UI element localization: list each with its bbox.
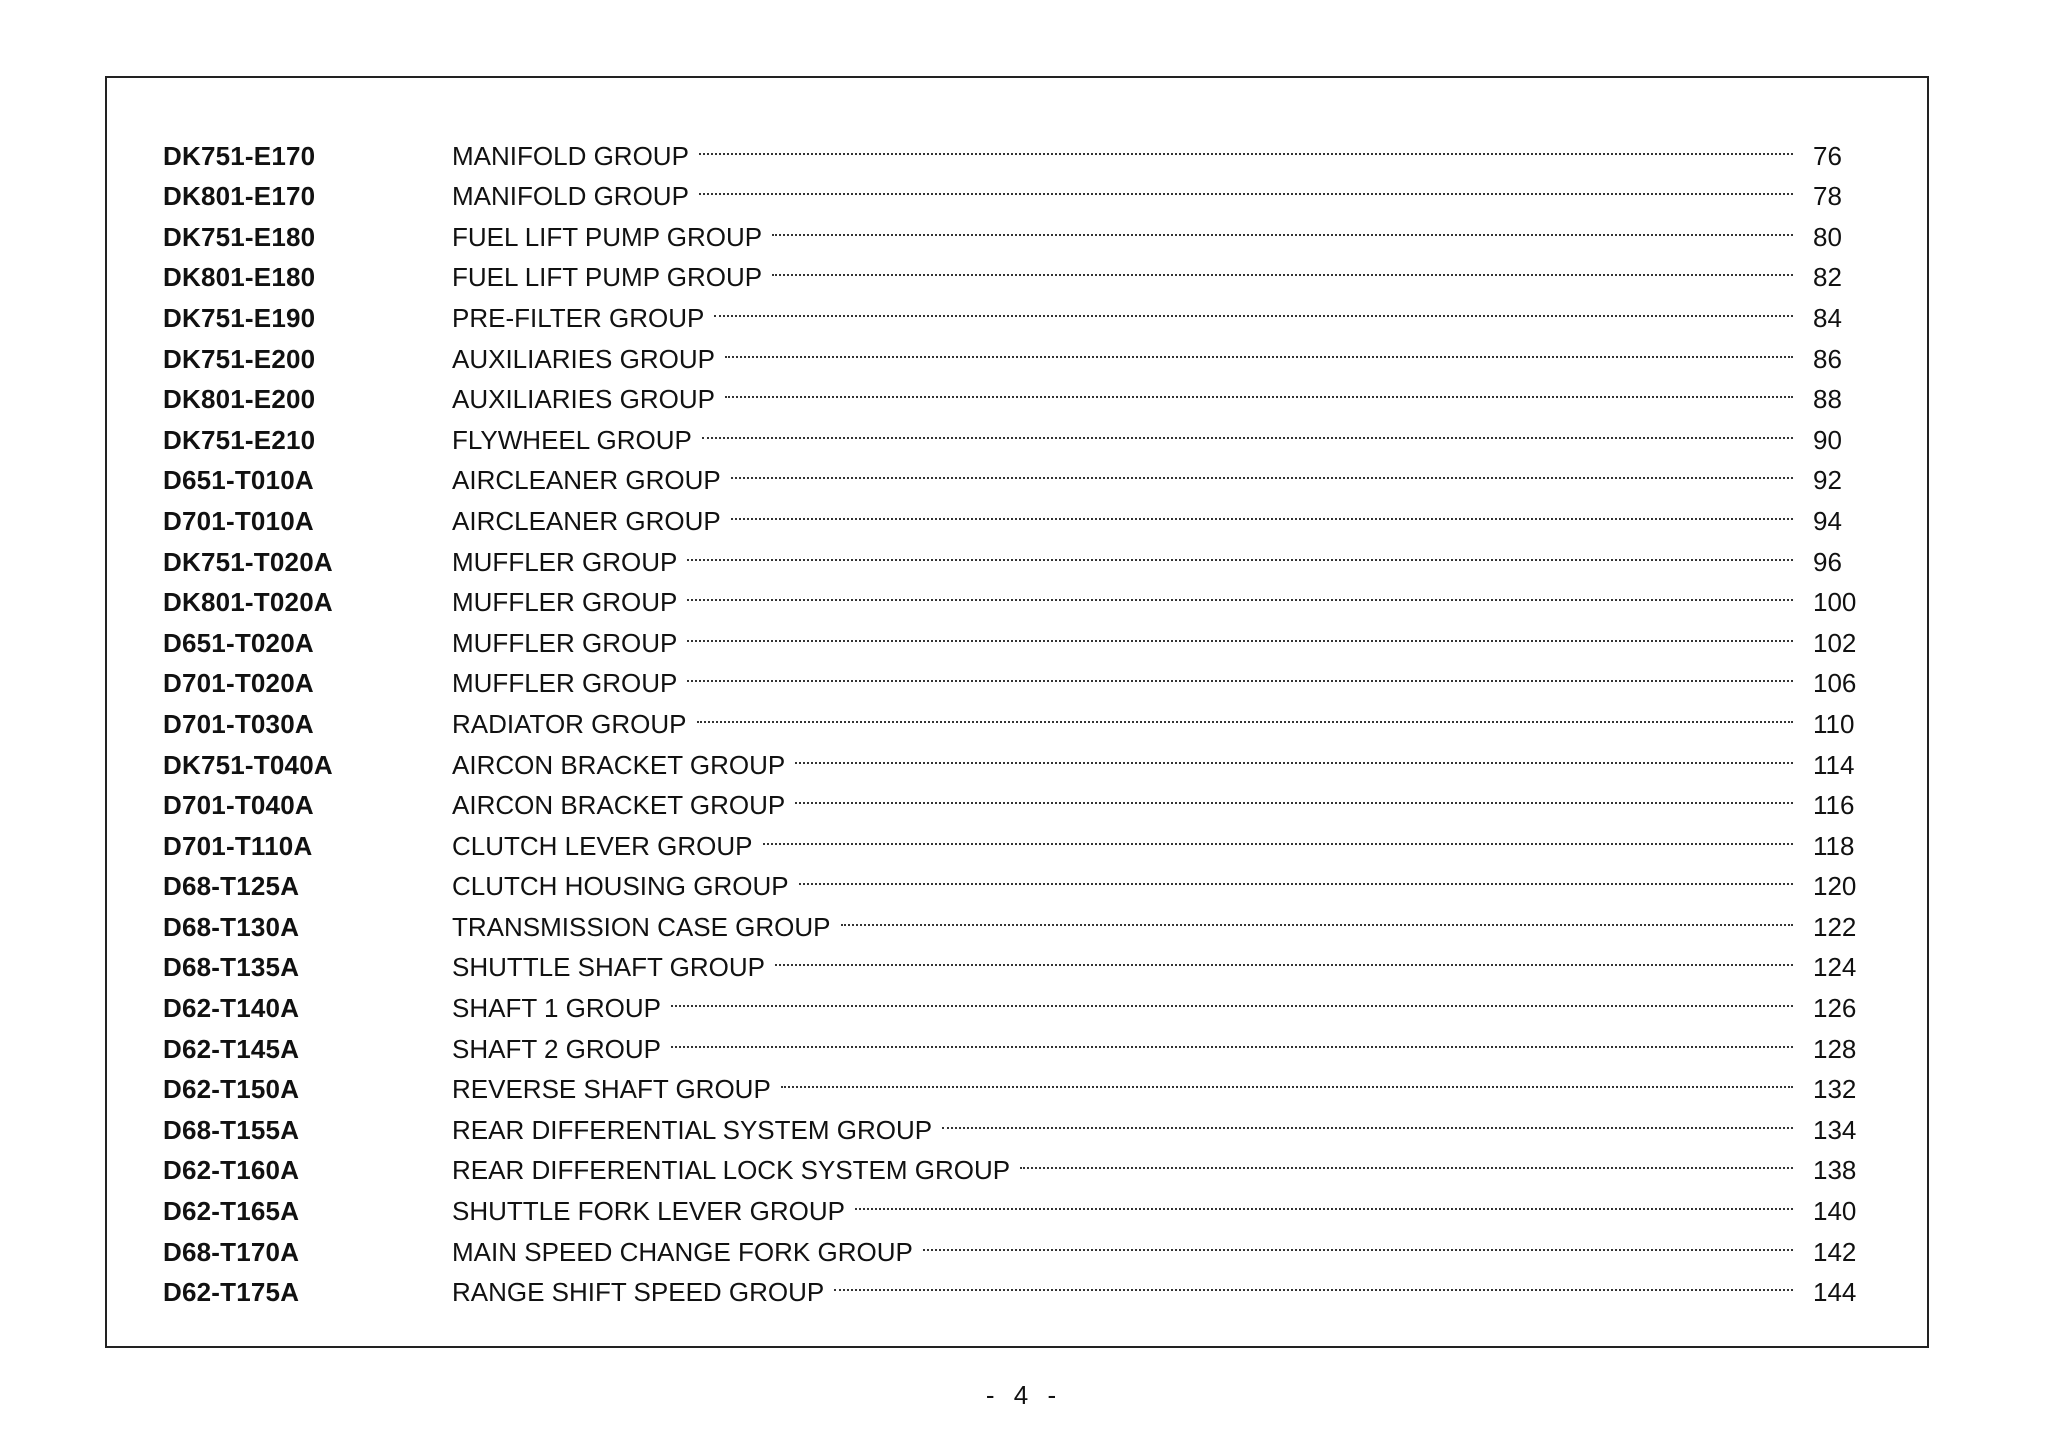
page-reference: 114 — [1813, 749, 1855, 780]
dot-leader — [795, 855, 1793, 896]
part-group-title: AIRCLEANER GROUP — [452, 465, 721, 496]
part-group-title: MANIFOLD GROUP — [452, 140, 689, 171]
dot-leader — [938, 1098, 1793, 1139]
part-group-title: FUEL LIFT PUMP GROUP — [452, 221, 763, 252]
part-group-title: TRANSMISSION CASE GROUP — [452, 911, 831, 942]
page-reference: 116 — [1813, 790, 1855, 821]
page-reference: 94 — [1813, 505, 1842, 536]
page-reference: 88 — [1813, 384, 1842, 415]
part-group-code: D62-T150A — [163, 1074, 300, 1105]
part-group-title: MUFFLER GROUP — [452, 546, 678, 577]
part-group-title: RADIATOR GROUP — [452, 708, 687, 739]
page-reference: 90 — [1813, 424, 1842, 455]
page-reference: 124 — [1813, 952, 1857, 983]
dot-leader — [791, 774, 1793, 815]
part-group-title: AIRCLEANER GROUP — [452, 505, 721, 536]
part-group-title: MUFFLER GROUP — [452, 668, 678, 699]
page-number-footer: - 4 - — [985, 1380, 1063, 1410]
part-group-title: CLUTCH HOUSING GROUP — [452, 871, 789, 902]
part-group-code: D62-T145A — [163, 1033, 300, 1064]
page-reference: 92 — [1813, 465, 1842, 496]
part-group-code: D62-T165A — [163, 1196, 300, 1227]
part-group-code: DK751-E180 — [163, 221, 316, 252]
page-reference: 78 — [1813, 181, 1842, 212]
dot-leader — [698, 408, 1793, 449]
part-group-code: D651-T020A — [163, 627, 314, 658]
part-group-code: D701-T040A — [163, 790, 314, 821]
part-group-title: REAR DIFFERENTIAL SYSTEM GROUP — [452, 1114, 933, 1145]
part-group-title: SHUTTLE FORK LEVER GROUP — [452, 1196, 845, 1227]
dot-leader — [683, 571, 1793, 612]
dot-leader — [683, 652, 1793, 693]
part-group-code: D68-T135A — [163, 952, 300, 983]
dot-leader — [695, 124, 1793, 165]
page-reference: 102 — [1813, 627, 1857, 658]
dot-leader — [768, 205, 1793, 246]
page-reference: 140 — [1813, 1196, 1857, 1227]
dot-leader — [710, 286, 1793, 327]
part-group-title: AIRCON BRACKET GROUP — [452, 790, 786, 821]
part-group-title: FLYWHEEL GROUP — [452, 424, 692, 455]
part-group-code: D651-T010A — [163, 465, 314, 496]
page-reference: 76 — [1813, 140, 1842, 171]
page-reference: 80 — [1813, 221, 1842, 252]
part-group-title: AUXILIARIES GROUP — [452, 343, 715, 374]
page-reference: 134 — [1813, 1114, 1857, 1145]
part-group-code: D701-T010A — [163, 505, 314, 536]
page-reference: 106 — [1813, 668, 1857, 699]
dot-leader — [851, 1179, 1793, 1220]
dot-leader — [830, 1261, 1793, 1302]
page-reference: 84 — [1813, 302, 1842, 333]
dot-leader — [695, 165, 1793, 206]
part-group-title: REVERSE SHAFT GROUP — [452, 1074, 771, 1105]
page-reference: 110 — [1813, 708, 1855, 739]
part-group-code: D68-T155A — [163, 1114, 300, 1145]
part-group-code: DK751-E190 — [163, 302, 316, 333]
part-group-code: D701-T030A — [163, 708, 314, 739]
page-reference: 128 — [1813, 1033, 1857, 1064]
part-group-code: DK751-T020A — [163, 546, 333, 577]
part-group-title: MUFFLER GROUP — [452, 587, 678, 618]
part-group-code: D68-T170A — [163, 1236, 300, 1267]
dot-leader — [771, 936, 1793, 977]
dot-leader — [667, 976, 1793, 1017]
page-reference: 96 — [1813, 546, 1842, 577]
page-reference: 120 — [1813, 871, 1857, 902]
page-reference: 82 — [1813, 262, 1842, 293]
part-group-title: FUEL LIFT PUMP GROUP — [452, 262, 763, 293]
dot-leader — [667, 1017, 1793, 1058]
dot-leader — [777, 1058, 1793, 1099]
part-group-code: D62-T175A — [163, 1277, 300, 1308]
part-group-code: DK801-E180 — [163, 262, 316, 293]
page-reference: 144 — [1813, 1277, 1857, 1308]
page-reference: 86 — [1813, 343, 1842, 374]
part-group-code: D68-T130A — [163, 911, 300, 942]
dot-leader — [721, 368, 1793, 409]
part-group-code: D701-T020A — [163, 668, 314, 699]
part-group-title: AUXILIARIES GROUP — [452, 384, 715, 415]
toc-entry — [163, 124, 1877, 171]
dot-leader — [683, 530, 1793, 571]
page-reference: 100 — [1813, 587, 1857, 618]
part-group-title: SHAFT 1 GROUP — [452, 993, 662, 1024]
dot-leader — [768, 246, 1793, 287]
part-group-code: D62-T140A — [163, 993, 300, 1024]
part-group-code: DK751-T040A — [163, 749, 333, 780]
part-group-title: MUFFLER GROUP — [452, 627, 678, 658]
part-group-code: DK751-E200 — [163, 343, 316, 374]
dot-leader — [759, 814, 1794, 855]
dot-leader — [1016, 1139, 1793, 1180]
part-group-title: SHAFT 2 GROUP — [452, 1033, 662, 1064]
page-reference: 118 — [1813, 830, 1855, 861]
page-reference: 138 — [1813, 1155, 1857, 1186]
table-of-contents — [163, 124, 1877, 1308]
part-group-code: DK801-E170 — [163, 181, 316, 212]
page-reference: 126 — [1813, 993, 1857, 1024]
part-group-code: DK751-E170 — [163, 140, 316, 171]
part-group-title: SHUTTLE SHAFT GROUP — [452, 952, 766, 983]
part-group-code: D62-T160A — [163, 1155, 300, 1186]
dot-leader — [837, 895, 1794, 936]
part-group-title: REAR DIFFERENTIAL LOCK SYSTEM GROUP — [452, 1155, 1011, 1186]
page-reference: 142 — [1813, 1236, 1857, 1267]
dot-leader — [721, 327, 1793, 368]
dot-leader — [919, 1220, 1793, 1261]
part-group-code: DK751-E210 — [163, 424, 316, 455]
dot-leader — [791, 733, 1793, 774]
dot-leader — [693, 692, 1793, 733]
part-group-code: D68-T125A — [163, 871, 300, 902]
part-group-title: AIRCON BRACKET GROUP — [452, 749, 786, 780]
part-group-title: MANIFOLD GROUP — [452, 181, 689, 212]
dot-leader — [727, 449, 1793, 490]
part-group-title: RANGE SHIFT SPEED GROUP — [452, 1277, 825, 1308]
part-group-code: DK801-T020A — [163, 587, 333, 618]
dot-leader — [727, 489, 1793, 530]
page-reference: 122 — [1813, 911, 1857, 942]
part-group-title: CLUTCH LEVER GROUP — [452, 830, 753, 861]
part-group-code: DK801-E200 — [163, 384, 316, 415]
page-reference: 132 — [1813, 1074, 1857, 1105]
part-group-title: PRE-FILTER GROUP — [452, 302, 705, 333]
dot-leader — [683, 611, 1793, 652]
part-group-code: D701-T110A — [163, 830, 313, 861]
part-group-title: MAIN SPEED CHANGE FORK GROUP — [452, 1236, 913, 1267]
